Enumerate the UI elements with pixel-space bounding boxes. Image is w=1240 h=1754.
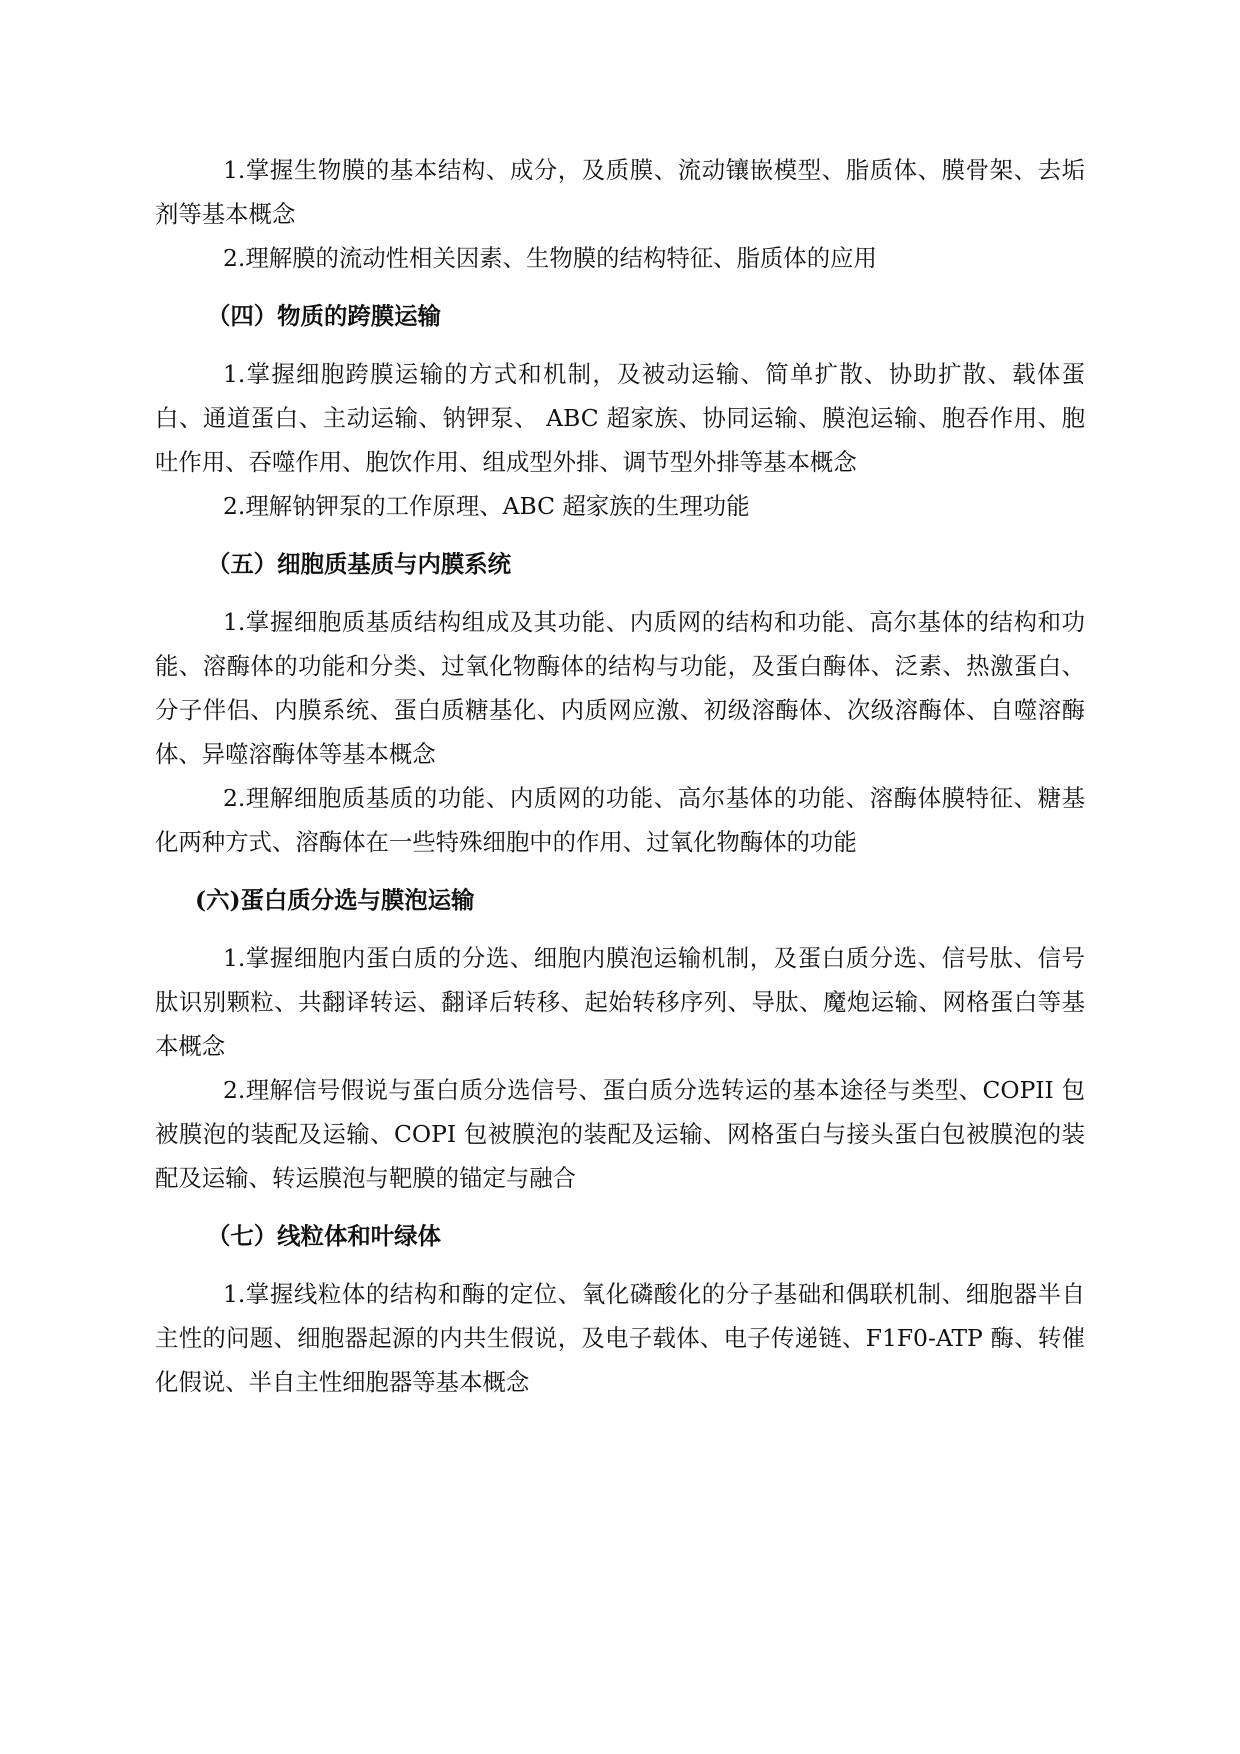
paragraph-sorting-2: 2.理解信号假说与蛋白质分选信号、蛋白质分选转运的基本途径与类型、COPII 包被膜泡的装配及运输、COPI 包被膜泡的装配及运输、网格蛋白与接头蛋白包被膜泡的装配及运输、转运膜泡与靶膜的锚定与融合	[155, 1076, 1085, 1192]
paragraph-transport-1: 1.掌握细胞跨膜运输的方式和机制，及被动运输、简单扩散、协助扩散、载体蛋白、通道蛋白、主动运输、钠钾泵、 ABC 超家族、协同运输、膜泡运输、胞吞作用、胞吐作用、吞噬作用、胞饮作用、组成型外排、调节型外排等基本概念	[155, 360, 1085, 476]
section-heading-5: （五）细胞质基质与内膜系统	[207, 550, 512, 578]
paragraph-membrane-2: 2.理解膜的流动性相关因素、生物膜的结构特征、脂质体的应用	[223, 244, 877, 272]
paragraph-membrane-1: 1.掌握生物膜的基本结构、成分，及质膜、流动镶嵌模型、脂质体、膜骨架、去垢剂等基本概念	[155, 156, 1085, 228]
paragraph-sorting-1: 1.掌握细胞内蛋白质的分选、细胞内膜泡运输机制，及蛋白质分选、信号肽、信号肽识别颗粒、共翻译转运、翻译后转移、起始转移序列、导肽、魔炮运输、网格蛋白等基本概念	[155, 944, 1085, 1060]
paragraph-transport-2: 2.理解钠钾泵的工作原理、ABC 超家族的生理功能	[223, 492, 750, 520]
section-heading-6: (六)蛋白质分选与膜泡运输	[195, 886, 475, 914]
paragraph-endomembrane-1: 1.掌握细胞质基质结构组成及其功能、内质网的结构和功能、高尔基体的结构和功能、溶酶体的功能和分类、过氧化物酶体的结构与功能，及蛋白酶体、泛素、热激蛋白、分子伴侣、内膜系统、蛋白质糖基化、内质网应激、初级溶酶体、次级溶酶体、自噬溶酶体、异噬溶酶体等基本概念	[155, 608, 1085, 768]
section-heading-7: （七）线粒体和叶绿体	[207, 1222, 441, 1250]
section-heading-4: （四）物质的跨膜运输	[207, 302, 441, 330]
paragraph-endomembrane-2: 2.理解细胞质基质的功能、内质网的功能、高尔基体的功能、溶酶体膜特征、糖基化两种方式、溶酶体在一些特殊细胞中的作用、过氧化物酶体的功能	[155, 784, 1085, 856]
document-body	[155, 148, 1085, 1404]
paragraph-mitochondria-1: 1.掌握线粒体的结构和酶的定位、氧化磷酸化的分子基础和偶联机制、细胞器半自主性的问题、细胞器起源的内共生假说，及电子载体、电子传递链、F1F0-ATP 酶、转催化假说、半自主性细胞器等基本概念	[155, 1280, 1085, 1396]
